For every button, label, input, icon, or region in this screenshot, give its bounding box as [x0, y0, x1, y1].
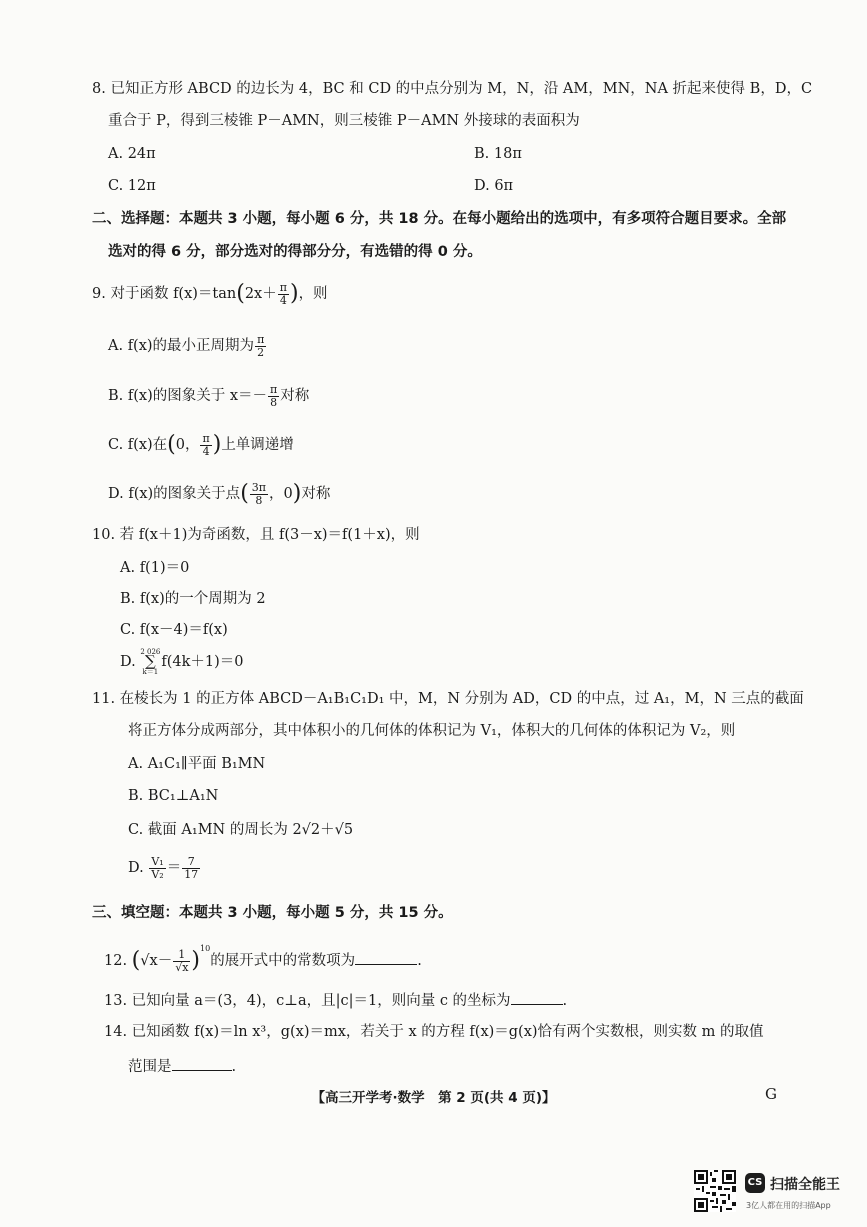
- q9-a-fraction: [255, 334, 266, 358]
- q9-d-frac-num: 3π: [251, 481, 267, 494]
- q10-d-sum-sign: ∑: [144, 652, 156, 671]
- q9-c-frac-num: π: [202, 432, 210, 445]
- q8-option-d: D. 6π: [474, 178, 514, 194]
- q9-left-paren: (: [236, 281, 245, 307]
- camscanner-tagline: 3亿人都在用的扫描App: [746, 1201, 831, 1210]
- q9-d-right-paren: ): [292, 481, 302, 507]
- q10-option-a: A. f(1)＝0: [120, 560, 190, 576]
- q11-option-d: [128, 856, 201, 880]
- q9-c-right-paren: ): [212, 432, 222, 458]
- camscanner-name: 扫描全能王: [770, 1177, 840, 1193]
- q11-stem-line2: 将正方体分成两部分，其中体积小的几何体的体积记为 V₁，体积大的几何体的体积记为 V₂，则: [128, 723, 736, 739]
- q9-option-d: [108, 482, 330, 506]
- q11-d-rhs-num: 7: [182, 856, 200, 869]
- section2-heading-line1: 二、选择题：本题共 3 小题，每小题 6 分，共 18 分。在每小题给出的选项中，有多项符合题目要求。全部: [92, 211, 787, 227]
- q10-stem: 10. 若 f(x＋1)为奇函数，且 f(3－x)＝f(1＋x)，则: [92, 527, 420, 543]
- q9-option-c: [108, 433, 294, 457]
- q9-b-post: 对称: [280, 388, 310, 405]
- q10-d-label: D.: [120, 654, 141, 671]
- q9-c-text: C. f(x)在: [108, 437, 168, 454]
- q9-option-b: [108, 384, 309, 408]
- q12-frac-den: √x: [175, 960, 189, 974]
- q9-stem-frac-num: π: [279, 281, 287, 294]
- q11-d-rhs-den: 17: [184, 867, 199, 881]
- q9-d-fraction: [250, 482, 268, 506]
- q9-b-frac-num: π: [270, 383, 278, 396]
- q12-left-paren: (: [131, 948, 141, 973]
- q12-text: 的展开式中的常数项为: [210, 953, 356, 969]
- q9-d-inner-post: ，0: [269, 486, 293, 503]
- q11-option-b: B. BC₁⊥A₁N: [128, 788, 219, 804]
- q11-option-a: A. A₁C₁∥平面 B₁MN: [128, 756, 266, 772]
- q12-sqrt-x: √x: [140, 953, 158, 969]
- q11-d-lhs-fraction: [149, 856, 165, 880]
- q9-stem: [92, 282, 328, 306]
- q9-c-left-paren: (: [167, 432, 176, 458]
- q8-option-c: C. 12π: [108, 178, 156, 194]
- q9-option-a: [108, 334, 267, 358]
- q14-stem-line1: 14. 已知函数 f(x)＝ln x³，g(x)＝mx，若关于 x 的方程 f(x)＝g(x)恰有两个实数根，则实数 m 的取值: [104, 1024, 764, 1040]
- q13-answer-blank[interactable]: [511, 992, 563, 1005]
- camscanner-logo-icon: CS: [745, 1173, 765, 1193]
- section2-heading-line2: 选对的得 6 分，部分选对的得部分分，有选错的得 0 分。: [108, 244, 482, 260]
- q11-d-label: D.: [128, 860, 149, 877]
- q9-c-frac-den: 4: [202, 444, 210, 458]
- q14-stem-line2: [128, 1058, 236, 1075]
- q12-number: 12.: [104, 953, 132, 969]
- q9-b-fraction: [268, 384, 279, 408]
- q10-d-sum-top: 2 026: [140, 648, 161, 656]
- q9-d-left-paren: (: [240, 481, 249, 507]
- q14-end: .: [231, 1059, 237, 1075]
- q9-a-text: A. f(x)的最小正周期为: [108, 338, 255, 355]
- q9-stem-fraction: [278, 282, 289, 306]
- q9-c-inner: 0，: [175, 437, 200, 454]
- q12-answer-blank[interactable]: [355, 952, 417, 965]
- q10-d-summation: [140, 649, 160, 675]
- section3-heading: 三、填空题：本题共 3 小题，每小题 5 分，共 15 分。: [92, 905, 453, 921]
- q9-b-frac-den: 8: [270, 395, 278, 409]
- q9-stem-post: ，则: [298, 286, 328, 303]
- q14-answer-blank[interactable]: [172, 1058, 232, 1071]
- q12-end: .: [417, 953, 422, 969]
- q11-d-lhs-num: V₁: [151, 855, 164, 868]
- q12-frac-num: 1: [173, 949, 190, 962]
- q12-line: [104, 945, 422, 973]
- q12-minus: －: [157, 953, 173, 969]
- q14-text: 范围是: [128, 1059, 172, 1075]
- q10-d-text: f(4k＋1)＝0: [161, 654, 244, 671]
- q11-stem-line1: 11. 在棱长为 1 的正方体 ABCD－A₁B₁C₁D₁ 中，M，N 分别为 AD，CD 的中点，过 A₁，M，N 三点的截面: [92, 691, 804, 707]
- q9-stem-pre: 9. 对于函数: [92, 286, 174, 303]
- q11-option-c: C. 截面 A₁MN 的周长为 2√2＋√5: [128, 822, 354, 838]
- q10-option-b: B. f(x)的一个周期为 2: [120, 591, 266, 607]
- q11-d-eq: ＝: [166, 860, 182, 877]
- q10-option-d: [120, 649, 244, 675]
- q9-stem-func: f(x)＝tan: [173, 286, 237, 303]
- q8-stem-line2: 重合于 P，得到三棱锥 P－AMN，则三棱锥 P－AMN 外接球的表面积为: [108, 113, 580, 129]
- q13-text: 13. 已知向量 a＝(3，4)，c⊥a，且|c|＝1，则向量 c 的坐标为: [104, 993, 511, 1009]
- q10-d-sum-bottom: k＝1: [142, 667, 159, 676]
- version-mark: G: [765, 1085, 777, 1103]
- q13-line: [104, 992, 567, 1009]
- q8-stem-line1: 8. 已知正方形 ABCD 的边长为 4，BC 和 CD 的中点分别为 M，N，沿 AM，MN，NA 折起来使得 B，D，C: [92, 81, 813, 97]
- q9-d-frac-den: 8: [255, 493, 263, 507]
- page-footer: 【高三开学考·数学 第 2 页(共 4 页)】: [311, 1090, 556, 1106]
- q9-a-frac-den: 2: [257, 345, 265, 359]
- q9-right-paren: ): [289, 281, 299, 307]
- q8-option-a: A. 24π: [108, 146, 156, 162]
- q11-d-lhs-den: V₂: [151, 867, 164, 881]
- q9-d-post: 对称: [301, 486, 331, 503]
- q13-end: .: [562, 993, 568, 1009]
- q12-exponent: 10: [200, 944, 211, 953]
- qr-code-icon: [694, 1170, 736, 1212]
- q12-right-paren: ): [191, 948, 200, 973]
- q9-a-frac-num: π: [257, 333, 265, 346]
- q9-stem-inner: 2x＋: [244, 286, 277, 303]
- q9-b-text: B. f(x)的图象关于 x＝－: [108, 388, 268, 405]
- q9-c-post: 上单调递增: [221, 437, 294, 454]
- q8-option-b: B. 18π: [474, 146, 522, 162]
- q9-d-text: D. f(x)的图象关于点: [108, 486, 241, 503]
- q12-fraction: [173, 949, 190, 973]
- q11-d-rhs-fraction: [182, 856, 200, 880]
- q10-option-c: C. f(x－4)＝f(x): [120, 622, 228, 638]
- q9-c-fraction: [200, 433, 211, 457]
- q9-stem-frac-den: 4: [279, 293, 287, 307]
